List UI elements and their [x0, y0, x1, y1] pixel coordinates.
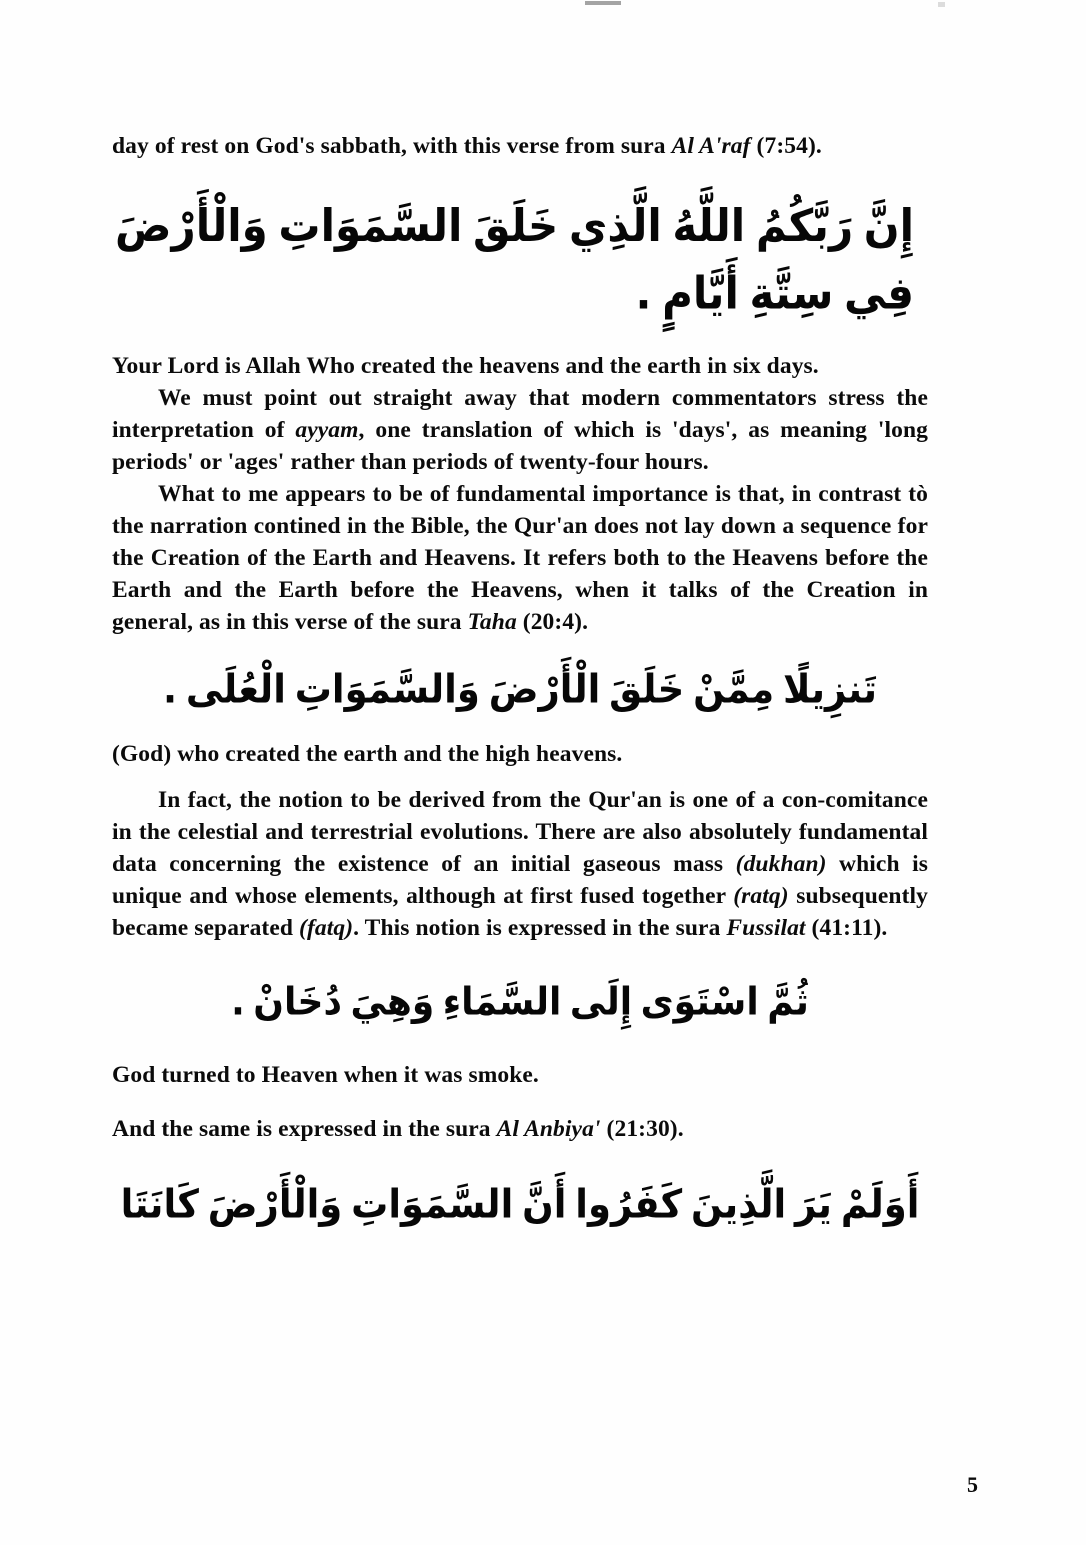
term-dukhan: (dukhan)	[735, 850, 827, 877]
term-ayyam: ayyam	[295, 416, 359, 443]
translation-7-54: Your Lord is Allah Who created the heavens and the earth in six days.	[112, 352, 819, 379]
ayyam-text-after: , one translation of which is 'days', as meaning 'long periods' or 'ages' rather than periods of twenty-four hours.	[112, 416, 928, 475]
term-ratq: (ratq)	[733, 882, 789, 909]
paragraph-intro-2130	[112, 1113, 928, 1145]
arabic-verse-7-54	[112, 192, 928, 327]
paragraph-sequence	[112, 478, 928, 638]
sura-ref-204: (20:4).	[516, 608, 589, 635]
arabic-verse-7-54-line1: إِنَّ رَبَّكُمُ اللَّهُ الَّذِي خَلَقَ السَّمَوَاتِ وَالْأَرْضَ	[115, 199, 914, 252]
sura-name-fussilat: Fussilat	[726, 914, 806, 941]
paragraph-ayyam	[112, 382, 928, 478]
term-fatq: (fatq)	[299, 914, 354, 941]
concomitance-text-2: which is unique and whose elements, although at first fused together	[112, 850, 928, 909]
arabic-verse-7-54-line2: فِي سِتَّةِ أَيَّامٍ .	[635, 267, 914, 320]
sura-name-taha: Taha	[467, 608, 517, 635]
sura-ref-2130: (21:30).	[600, 1115, 684, 1142]
arabic-verse-41-11-line1: ثُمَّ اسْتَوَى إِلَى السَّمَاءِ وَهِيَ دُخَانْ .	[231, 980, 809, 1024]
sura-ref-754: (7:54).	[750, 133, 822, 159]
ayyam-text-before: We must point out straight away that modern commentators stress the interpretation of	[112, 384, 928, 443]
arabic-verse-20-4-line1: تَنزِيلًا مِمَّنْ خَلَقَ الْأَرْضَ وَالسَّمَوَاتِ الْعُلَى .	[162, 666, 878, 712]
concomitance-text-3: subsequently became separated	[112, 882, 928, 941]
arabic-verse-21-30	[112, 1175, 928, 1235]
page-content	[112, 0, 928, 1231]
intro-text: day of rest on God's sabbath, with this verse from sura	[112, 133, 672, 159]
paragraph-concomitance	[112, 784, 928, 944]
scan-artifact-speck	[938, 2, 945, 7]
arabic-verse-21-30-line1: أَوَلَمْ يَرَ الَّذِينَ كَفَرُوا أَنَّ السَّمَوَاتِ وَالْأَرْضَ كَانَتَا	[120, 1180, 920, 1227]
translation-20-4: (God) who created the earth and the high heavens.	[112, 740, 623, 767]
sura-name-al-araf: Al A'raf	[671, 133, 751, 159]
concomitance-text-4: . This notion is expressed in the sura	[353, 914, 727, 941]
intro-2130-text-before: And the same is expressed in the sura	[112, 1115, 497, 1142]
concomitance-text-1: In fact, the notion to be derived from the Qur'an is one of a con-comitance in the celestial and terrestrial evolutions. There are also absolutely fundamental data concerning the existence of an initial gaseous mass	[112, 786, 928, 877]
translation-41-11: God turned to Heaven when it was smoke.	[112, 1061, 539, 1088]
sura-name-al-anbiya: Al Anbiya'	[496, 1115, 601, 1142]
page-number: 5	[967, 1472, 978, 1497]
arabic-verse-20-4	[112, 660, 928, 720]
sequence-text-before: What to me appears to be of fundamental importance is that, in contrast tò the narration contined in the Bible, the Qur'an does not lay down a sequence for the Creation of the Earth and Heavens. It refers both to the Heavens before the Earth and the Earth before the Heavens, when it talks of the Creation in general, as in this verse of the sura	[112, 480, 928, 635]
arabic-verse-41-11	[112, 974, 928, 1032]
paragraph-intro-754	[112, 130, 928, 162]
sura-ref-4111: (41:11).	[805, 914, 888, 941]
